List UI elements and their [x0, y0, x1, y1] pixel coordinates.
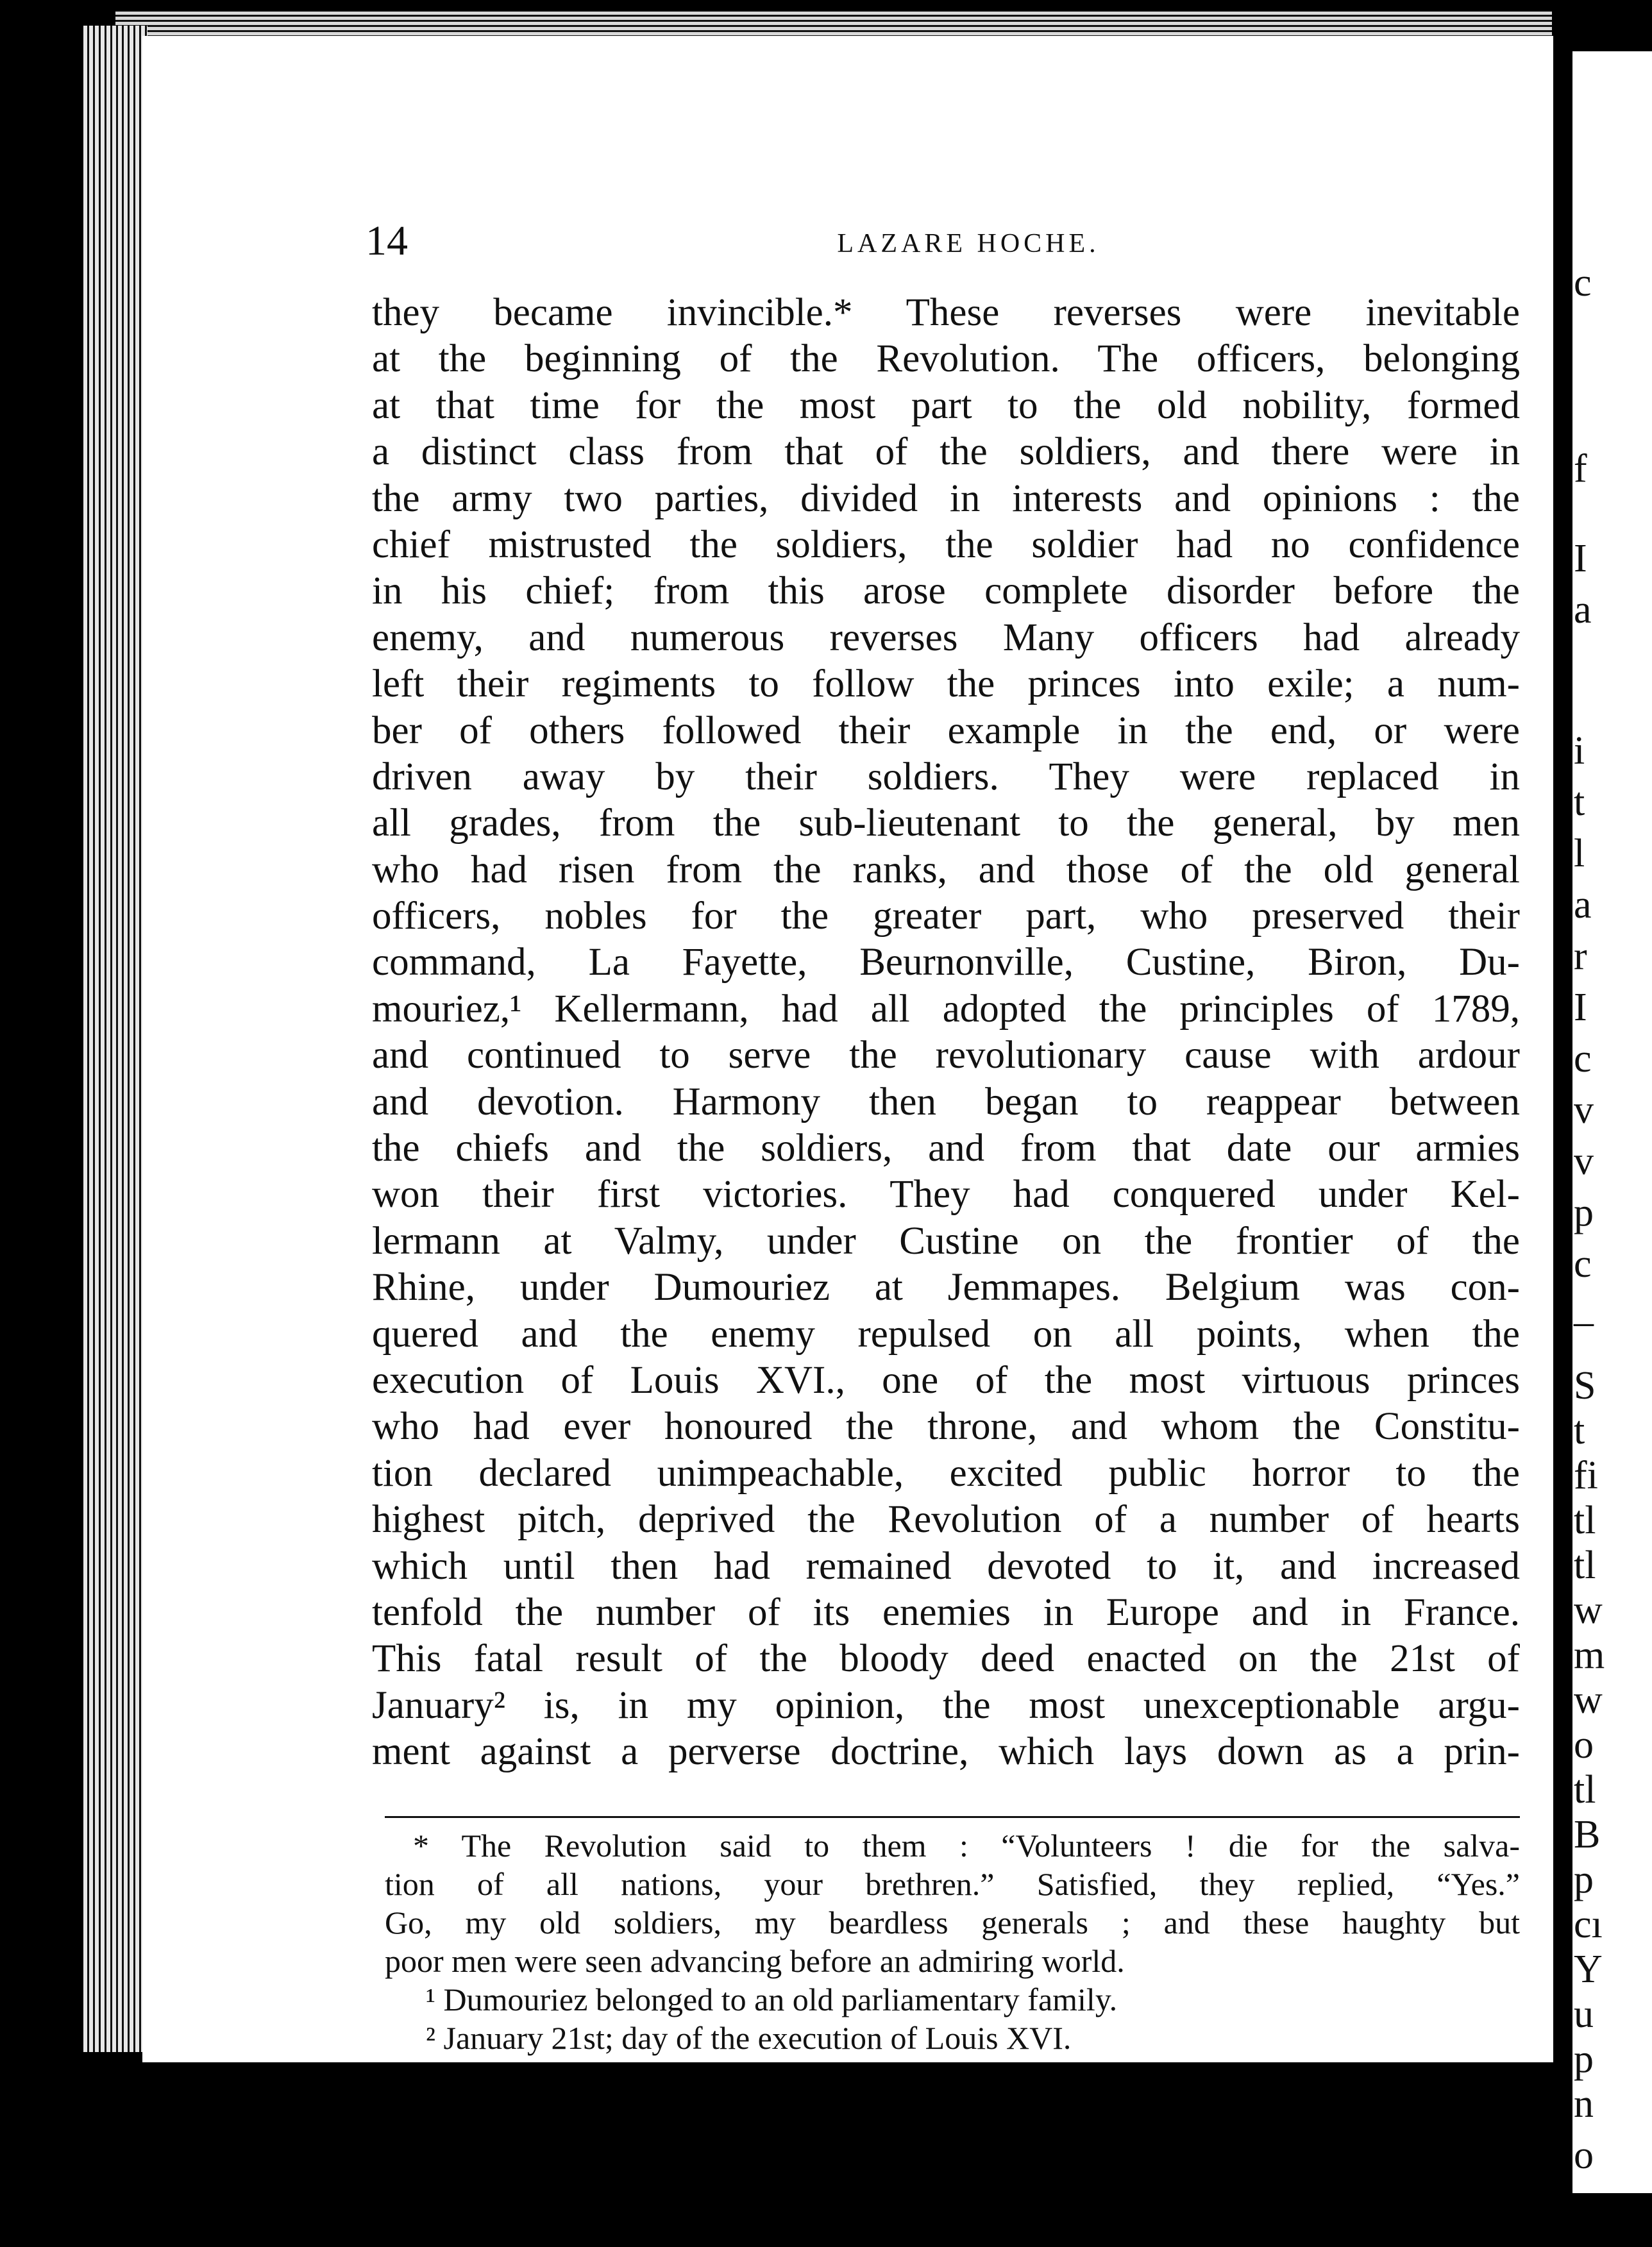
body-text	[372, 290, 1520, 1776]
text-line: tenfold the number of its enemies in Europe and in France.	[372, 1590, 1520, 1634]
text-line: who had risen from the ranks, and those of the old general	[372, 848, 1520, 891]
facing-page-fragment: c	[1574, 1037, 1592, 1081]
page-header	[366, 217, 1571, 268]
facing-page-fragment: –	[1574, 1300, 1594, 1343]
facing-page-fragment: a	[1574, 588, 1592, 632]
page-stack-left-edge	[83, 26, 148, 2052]
text-line: the army two parties, divided in interests and opinions : the	[372, 476, 1520, 520]
text-line: lermann at Valmy, under Custine on the frontier of the	[372, 1219, 1520, 1263]
text-line: all grades, from the sub-lieutenant to the general, by men	[372, 802, 1520, 845]
facing-page-edge	[1572, 51, 1652, 2193]
facing-page-fragment: tl	[1574, 1499, 1596, 1542]
text-line: left their regiments to follow the princes into exile; a num-	[372, 662, 1520, 706]
facing-page-fragment: o	[1574, 2133, 1594, 2177]
text-line: execution of Louis XVI., one of the most virtuous princes	[372, 1358, 1520, 1402]
footnote-line: Go, my old soldiers, my beardless generals ; and these haughty but	[385, 1905, 1520, 1940]
footnote-line: ² January 21st; day of the execution of Louis XVI.	[426, 2020, 1072, 2056]
facing-page-fragment: c	[1574, 1242, 1592, 1286]
text-line: at the beginning of the Revolution. The officers, belonging	[372, 337, 1520, 381]
text-line: a distinct class from that of the soldiers, and there were in	[372, 430, 1520, 474]
facing-page-fragment: r	[1574, 934, 1587, 978]
text-line: officers, nobles for the greater part, who preserved their	[372, 895, 1520, 938]
text-line: ment against a perverse doctrine, which lays down as a prin-	[372, 1730, 1520, 1774]
text-line: the chiefs and the soldiers, and from that date our armies	[372, 1127, 1520, 1170]
running-title: LAZARE HOCHE.	[837, 229, 1100, 258]
text-line: January² is, in my opinion, the most unexceptionable argu-	[372, 1683, 1520, 1727]
facing-page-fragment: tl	[1574, 1768, 1596, 1812]
text-line: Rhine, under Dumouriez at Jemmapes. Belgium was con-	[372, 1266, 1520, 1309]
page-stack-top-edge	[115, 12, 1552, 36]
footnotes	[385, 1826, 1520, 2057]
page-number: 14	[366, 217, 408, 264]
text-line: enemy, and numerous reverses Many officers had already	[372, 616, 1520, 659]
text-line: at that time for the most part to the old nobility, formed	[372, 383, 1520, 427]
text-line: chief mistrusted the soldiers, the soldier had no confidence	[372, 523, 1520, 566]
facing-page-fragment: v	[1574, 1088, 1594, 1132]
text-line: command, La Fayette, Beurnonville, Custine, Biron, Du-	[372, 941, 1520, 984]
text-line: and continued to serve the revolutionary cause with ardour	[372, 1034, 1520, 1077]
text-line: quered and the enemy repulsed on all points, when the	[372, 1312, 1520, 1356]
facing-page-fragment: B	[1574, 1813, 1601, 1856]
footnote-line: tion of all nations, your brethren.” Satisfied, they replied, “Yes.”	[385, 1866, 1520, 1902]
facing-page-fragment: p	[1574, 1191, 1594, 1234]
facing-page-fragment: l	[1574, 832, 1585, 875]
text-line: they became invincible.* These reverses were inevitable	[372, 291, 1520, 334]
text-line: who had ever honoured the throne, and whom the Constitu-	[372, 1405, 1520, 1449]
facing-page-fragment: v	[1574, 1140, 1594, 1183]
facing-page-fragment: p	[1574, 1858, 1594, 1901]
facing-page-fragment: f	[1574, 447, 1587, 491]
facing-page-fragment: p	[1574, 2037, 1594, 2081]
text-line: won their first victories. They had conquered under Kel-	[372, 1173, 1520, 1216]
text-line: in his chief; from this arose complete disorder before the	[372, 569, 1520, 613]
facing-page-fragment: w	[1574, 1678, 1603, 1722]
text-line: highest pitch, deprived the Revolution of a number of hearts	[372, 1498, 1520, 1542]
facing-page-fragment: Y	[1574, 1948, 1603, 1991]
text-line: tion declared unimpeachable, excited public horror to the	[372, 1451, 1520, 1495]
footnote-rule	[385, 1816, 1520, 1818]
facing-page-fragment: w	[1574, 1588, 1603, 1632]
footnote-line: poor men were seen advancing before an admiring world.	[385, 1943, 1125, 1979]
footnote-line: * The Revolution said to them : “Volunteers ! die for the salva-	[413, 1828, 1520, 1864]
facing-page-fragment: S	[1574, 1364, 1596, 1408]
text-line: driven away by their soldiers. They were replaced in	[372, 755, 1520, 798]
facing-page-fragment: I	[1574, 986, 1587, 1029]
facing-page-fragment: tl	[1574, 1544, 1596, 1587]
facing-page-fragment: t	[1574, 780, 1585, 824]
text-line: which until then had remained devoted to it, and increased	[372, 1544, 1520, 1588]
facing-page-fragment: m	[1574, 1633, 1605, 1677]
facing-page-fragment: I	[1574, 537, 1587, 580]
facing-page-fragment: t	[1574, 1409, 1585, 1452]
facing-page-fragment: c	[1574, 261, 1592, 305]
facing-page-fragment: fi	[1574, 1454, 1598, 1497]
text-line: ber of others followed their example in the end, or were	[372, 709, 1520, 752]
facing-page-fragment: cı	[1574, 1903, 1603, 1946]
facing-page-fragment: n	[1574, 2082, 1594, 2126]
text-line: and devotion. Harmony then began to reappear between	[372, 1080, 1520, 1124]
facing-page-fragment: o	[1574, 1723, 1594, 1767]
facing-page-fragment: i	[1574, 729, 1585, 773]
facing-page-fragment: a	[1574, 883, 1592, 927]
text-line: mouriez,¹ Kellermann, had all adopted the principles of 1789,	[372, 987, 1520, 1031]
text-line: This fatal result of the bloody deed enacted on the 21st of	[372, 1637, 1520, 1681]
footnote-line: ¹ Dumouriez belonged to an old parliamentary family.	[426, 1982, 1118, 2017]
facing-page-fragment: u	[1574, 1992, 1594, 2036]
